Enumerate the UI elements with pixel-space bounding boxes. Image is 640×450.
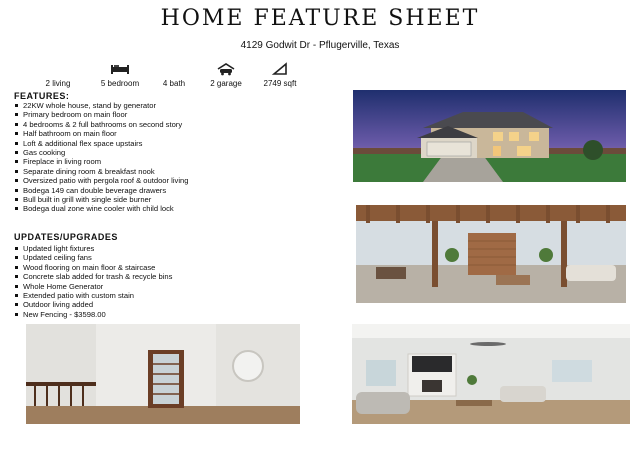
upgrade-item: Concrete slab added for trash & recycle bins	[14, 272, 172, 281]
feature-item: Bull built in grill with single side burner	[14, 195, 188, 204]
upgrade-item: Updated light fixtures	[14, 244, 172, 253]
page-title: HOME FEATURE SHEET	[160, 6, 480, 31]
upgrade-item: New Fencing - $3598.00	[14, 310, 172, 319]
stat-garage	[196, 62, 256, 88]
feature-item: Bodega dual zone wine cooler with child lock	[14, 204, 188, 213]
pergola-patio-photo	[356, 205, 626, 303]
stat-bedroom	[90, 62, 150, 88]
stat-sqft-label: 2749 sqft	[263, 79, 297, 88]
bathtub-icon	[144, 62, 204, 76]
feature-item: 22KW whole house, stand by generator	[14, 101, 188, 110]
feature-item: Separate dining room & breakfast nook	[14, 167, 188, 176]
living-room-photo	[352, 324, 630, 424]
feature-item: Bodega 149 can double beverage drawers	[14, 186, 188, 195]
property-address: 4129 Godwit Dr - Pflugerville, Texas	[240, 40, 400, 51]
sofa-icon	[28, 62, 88, 76]
bed-icon	[110, 62, 130, 76]
stat-bath-label: 4 bath	[162, 79, 186, 88]
upgrade-item: Whole Home Generator	[14, 282, 172, 291]
property-stats	[28, 62, 328, 92]
house-exterior-photo	[353, 90, 626, 182]
feature-item: Oversized patio with pergola roof & outdoor living	[14, 176, 188, 185]
upgrade-item: Updated ceiling fans	[14, 253, 172, 262]
feature-item: Fireplace in living room	[14, 157, 188, 166]
stat-sqft	[250, 62, 310, 88]
upgrade-item: Wood flooring on main floor & staircase	[14, 263, 172, 272]
stat-garage-label: 2 garage	[210, 79, 242, 88]
entry-hall-photo	[26, 324, 300, 424]
feature-item: 4 bedrooms & 2 full bathrooms on second story	[14, 120, 188, 129]
upgrades-list	[14, 244, 172, 319]
feature-item: Primary bedroom on main floor	[14, 110, 188, 119]
feature-item: Gas cooking	[14, 148, 188, 157]
stat-bedroom-label: 5 bedroom	[100, 79, 140, 88]
feature-item: Loft & additional flex space upstairs	[14, 139, 188, 148]
ruler-triangle-icon	[270, 62, 290, 76]
upgrades-heading: UPDATES/UPGRADES	[14, 232, 118, 242]
stat-living	[28, 62, 88, 88]
features-heading: FEATURES:	[14, 91, 70, 101]
upgrade-item: Extended patio with custom stain	[14, 291, 172, 300]
car-icon	[216, 62, 236, 76]
upgrade-item: Outdoor living added	[14, 300, 172, 309]
stat-living-label: 2 living	[45, 79, 71, 88]
stat-bath	[144, 62, 204, 88]
feature-item: Half bathroom on main floor	[14, 129, 188, 138]
features-list	[14, 101, 188, 214]
